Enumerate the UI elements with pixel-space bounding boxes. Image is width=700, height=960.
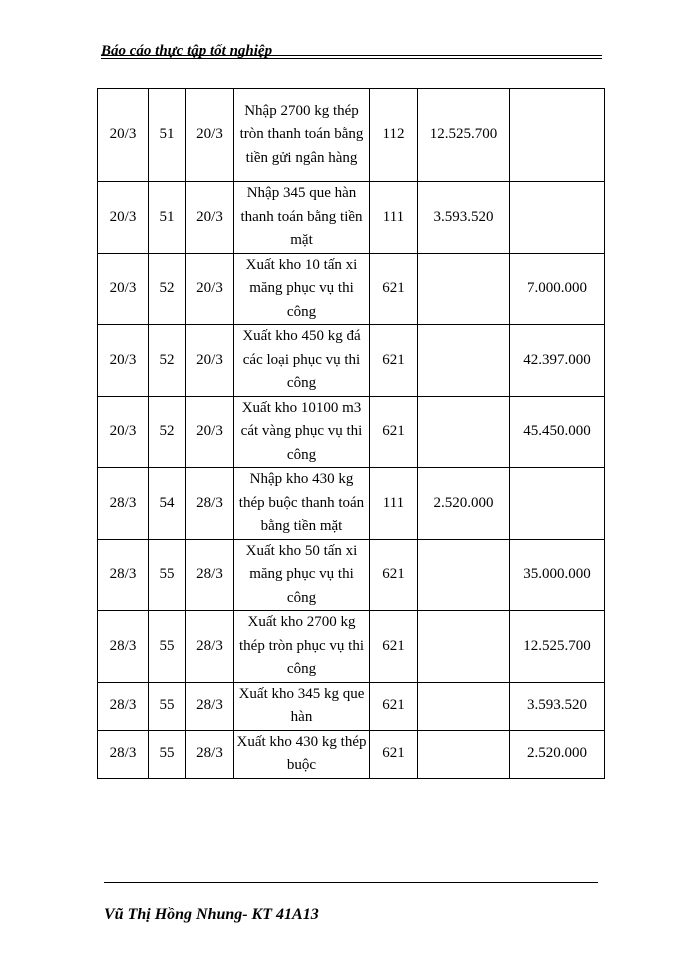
doc-no-cell: 51: [149, 182, 186, 254]
account-cell: 621: [370, 682, 418, 730]
table-row: [98, 539, 605, 611]
description-cell: Xuất kho 10100 m3 cát vàng phục vụ thi công: [234, 396, 370, 468]
description-cell: Xuất kho 345 kg que hàn: [234, 682, 370, 730]
doc-date-cell: 28/3: [186, 611, 234, 683]
doc-date-cell: 20/3: [186, 182, 234, 254]
doc-no-cell: 55: [149, 730, 186, 778]
debit-cell: [418, 325, 510, 397]
description-cell: Xuất kho 2700 kg thép tròn phục vụ thi công: [234, 611, 370, 683]
account-cell: 621: [370, 253, 418, 325]
doc-no-cell: 55: [149, 611, 186, 683]
date-cell: 20/3: [98, 182, 149, 254]
date-cell: 28/3: [98, 730, 149, 778]
debit-cell: [418, 539, 510, 611]
doc-no-cell: 54: [149, 468, 186, 540]
description-cell: Nhập kho 430 kg thép buộc thanh toán bằng tiền mặt: [234, 468, 370, 540]
account-cell: 621: [370, 611, 418, 683]
doc-date-cell: 28/3: [186, 539, 234, 611]
description-cell: Xuất kho 10 tấn xi măng phục vụ thi công: [234, 253, 370, 325]
report-header-title: Báo cáo thực tập tốt nghiệp: [101, 43, 273, 59]
account-cell: 621: [370, 730, 418, 778]
debit-cell: [418, 253, 510, 325]
account-cell: 112: [370, 89, 418, 182]
date-cell: 28/3: [98, 539, 149, 611]
table-row: [98, 253, 605, 325]
debit-cell: 3.593.520: [418, 182, 510, 254]
credit-cell: 2.520.000: [510, 730, 605, 778]
date-cell: 20/3: [98, 325, 149, 397]
doc-no-cell: 52: [149, 325, 186, 397]
doc-date-cell: 20/3: [186, 253, 234, 325]
doc-date-cell: 20/3: [186, 396, 234, 468]
account-cell: 621: [370, 396, 418, 468]
description-cell: Nhập 345 que hàn thanh toán bằng tiền mặt: [234, 182, 370, 254]
date-cell: 20/3: [98, 396, 149, 468]
doc-date-cell: 28/3: [186, 730, 234, 778]
debit-cell: [418, 682, 510, 730]
doc-date-cell: 28/3: [186, 682, 234, 730]
credit-cell: 12.525.700: [510, 611, 605, 683]
table-row: [98, 468, 605, 540]
description-cell: Nhập 2700 kg thép tròn thanh toán bằng tiền gửi ngân hàng: [234, 89, 370, 182]
credit-cell: [510, 89, 605, 182]
credit-cell: 42.397.000: [510, 325, 605, 397]
ledger-table: [97, 88, 605, 779]
header-rule-double: [101, 58, 602, 59]
description-cell: Xuất kho 450 kg đá các loại phục vụ thi công: [234, 325, 370, 397]
doc-no-cell: 55: [149, 682, 186, 730]
table-row: [98, 611, 605, 683]
doc-no-cell: 51: [149, 89, 186, 182]
date-cell: 28/3: [98, 682, 149, 730]
credit-cell: [510, 468, 605, 540]
table-row: [98, 682, 605, 730]
doc-no-cell: 52: [149, 396, 186, 468]
credit-cell: 45.450.000: [510, 396, 605, 468]
footer-author: Vũ Thị Hồng Nhung- KT 41A13: [104, 906, 319, 923]
debit-cell: [418, 730, 510, 778]
table-row: [98, 730, 605, 778]
date-cell: 28/3: [98, 611, 149, 683]
date-cell: 28/3: [98, 468, 149, 540]
description-cell: Xuất kho 50 tấn xi măng phục vụ thi công: [234, 539, 370, 611]
table-row: [98, 325, 605, 397]
doc-no-cell: 55: [149, 539, 186, 611]
debit-cell: 2.520.000: [418, 468, 510, 540]
table-row: [98, 89, 605, 182]
doc-date-cell: 20/3: [186, 89, 234, 182]
footer-rule: [104, 882, 598, 883]
doc-no-cell: 52: [149, 253, 186, 325]
table-row: [98, 396, 605, 468]
table-row: [98, 182, 605, 254]
date-cell: 20/3: [98, 89, 149, 182]
account-cell: 111: [370, 468, 418, 540]
credit-cell: 7.000.000: [510, 253, 605, 325]
date-cell: 20/3: [98, 253, 149, 325]
credit-cell: 35.000.000: [510, 539, 605, 611]
doc-date-cell: 20/3: [186, 325, 234, 397]
account-cell: 621: [370, 325, 418, 397]
debit-cell: [418, 396, 510, 468]
account-cell: 621: [370, 539, 418, 611]
debit-cell: 12.525.700: [418, 89, 510, 182]
credit-cell: [510, 182, 605, 254]
header-rule: [101, 55, 602, 56]
debit-cell: [418, 611, 510, 683]
doc-date-cell: 28/3: [186, 468, 234, 540]
description-cell: Xuất kho 430 kg thép buộc: [234, 730, 370, 778]
credit-cell: 3.593.520: [510, 682, 605, 730]
account-cell: 111: [370, 182, 418, 254]
